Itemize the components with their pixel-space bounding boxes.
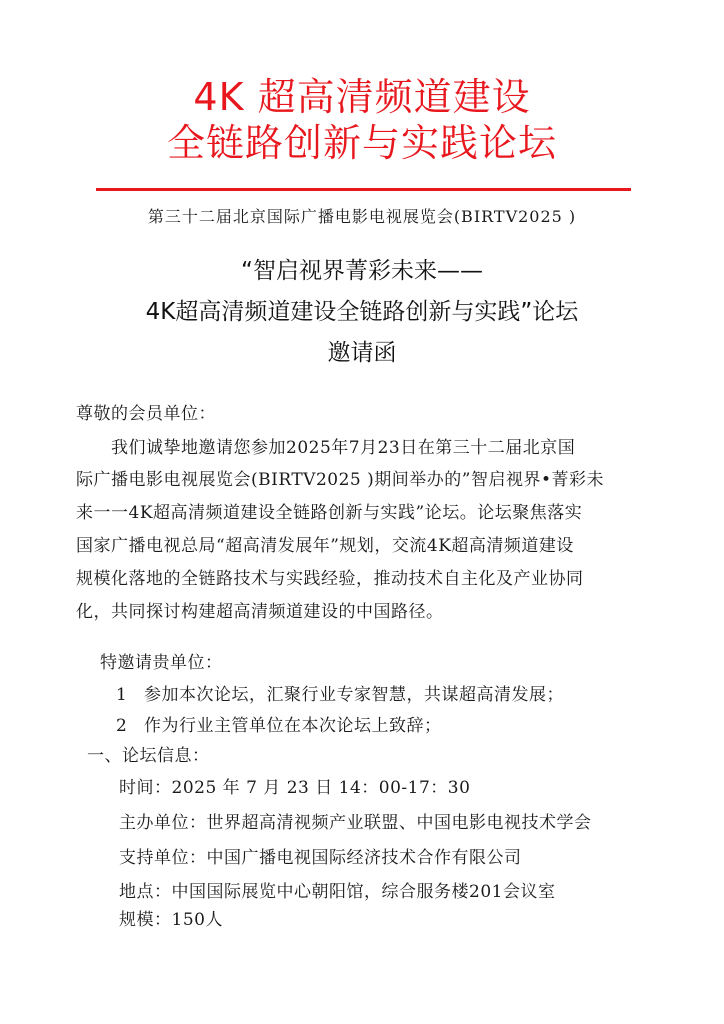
- invitation-letter-heading: 邀请函: [327, 340, 397, 366]
- salutation: 尊敬的会员单位：: [76, 404, 216, 424]
- forum-host: 主办单位：世界超高清视频产业联盟、中国电影电视技术学会: [119, 813, 592, 833]
- paragraph-line: 规模化落地的全链路技术与实践经验，推动技术自主化及产业协同: [76, 569, 584, 589]
- paragraph-line: 际广播电影电视展览会(BIRTV2025 )期间举办的”智启视界•菁彩未: [76, 470, 604, 490]
- expo-name-line: 第三十二届北京国际广播电影电视展览会(BIRTV2025 ): [147, 207, 577, 226]
- forum-venue: 地点：中国国际展览中心朝阳馆，综合服务楼201会议室: [119, 882, 556, 902]
- guest-item-text: 参加本次论坛，汇聚行业专家智慧，共谋超高清发展；: [144, 685, 564, 705]
- paragraph-line: 国家广播电视总局“超高清发展年”规划，交流4K超高清频道建设: [76, 536, 574, 556]
- forum-support: 支持单位：中国广播电视国际经济技术合作有限公司: [119, 848, 522, 868]
- forum-time: 时间：2025 年 7 月 23 日 14：00-17：30: [119, 778, 471, 798]
- document-title-line-2: 全链路创新与实践论坛: [166, 121, 557, 165]
- document-title-line-1: 4K 超高清频道建设: [193, 75, 531, 119]
- forum-scale: 规模：150人: [119, 910, 223, 930]
- forum-info-heading: 一、论坛信息：: [87, 746, 210, 766]
- paragraph-line: 来一一4K超高清频道建设全链路创新与实践”论坛。论坛聚焦落实: [76, 503, 583, 523]
- red-divider: [96, 188, 631, 191]
- guest-item-text: 作为行业主管单位在本次论坛上致辞；: [144, 716, 442, 736]
- paragraph-line: 化，共同探讨构建超高清频道建设的中国路径。: [76, 602, 444, 622]
- forum-subtitle-line-2: 4K超高清频道建设全链路创新与实践”论坛: [145, 299, 579, 325]
- guest-section-heading: 特邀请贵单位：: [100, 653, 223, 673]
- guest-item-number: 1: [116, 685, 128, 705]
- paragraph-line: 我们诚挚地邀请您参加2025年7月23日在第三十二届北京国: [111, 438, 576, 458]
- forum-subtitle-line-1: “智启视界菁彩未来——: [241, 258, 483, 284]
- guest-item-number: 2: [116, 716, 128, 736]
